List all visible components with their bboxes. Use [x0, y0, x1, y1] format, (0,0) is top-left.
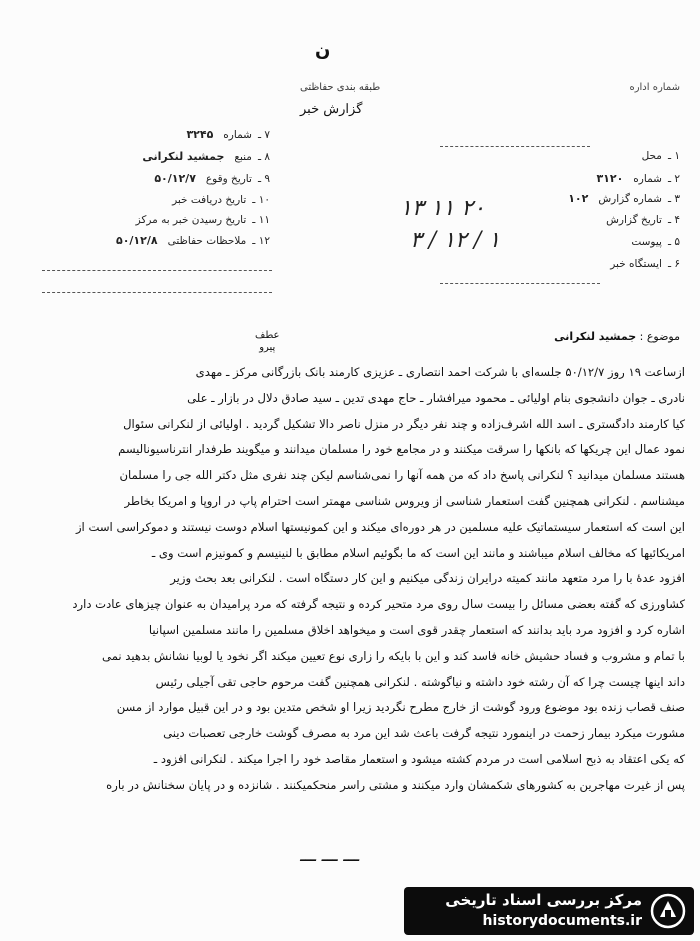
reference-line2: پیرو: [259, 342, 276, 353]
watermark-banner[interactable]: [404, 887, 694, 935]
field-number: ۸ ـ: [257, 151, 270, 163]
left-field-12: [40, 234, 270, 247]
field-label: ایستگاه خبر: [610, 258, 662, 270]
left-field-9: [40, 172, 270, 185]
reference-line1: عطف: [255, 330, 280, 341]
left-field-8: [40, 150, 270, 163]
body-line: میشناسم . لنکرانی همچنین گفت استعمار شناسی از ویروس شناسی مهمتر است احترام پاپ در اروپا و امریکا بخاطر: [124, 493, 685, 508]
subject-label: موضوع: [646, 330, 680, 343]
field-number: ۱۱ ـ: [252, 214, 270, 226]
right-field-6: [430, 258, 680, 270]
blank-line: [440, 146, 590, 147]
body-line: با تمام و مشروب و فساد حشیش خانه فاسد کند و این با بایکه را زاری نوع تعیین میکند اگر نخود یا لوبیا نشانش بدهید نمی: [102, 648, 685, 663]
body-line: نادری ـ جوان دانشجوی بنام اولیائی ـ محمود میرافشار ـ حاج مهدی تدین ـ سید صادق دلال در بازار ـ علی: [187, 390, 685, 405]
left-field-7: [40, 128, 270, 141]
field-value: ۵۰/۱۲/۸: [115, 234, 158, 247]
body-line: ازساعت ۱۹ روز ۵۰/۱۲/۷ جلسه‌ای با شرکت احمد انتصاری ـ عزیزی کارمند بانک بازرگانی مرکز ـ مهدی: [195, 365, 685, 379]
field-value: ۱۰۲: [568, 192, 589, 205]
body-line: کیا کارمند دادگستری ـ اسد الله اشرف‌زاده و چند نفر دیگر در منزل ناصر دالا تشکیل گردید . اولیائی از لنکرانی سئوال: [123, 416, 685, 431]
body-line: نمود عمال این چریکها که بانکها را سرقت میکنند و در مجامع خود را مسلمان میدانند و میگویند طرفدار انترناسیونالیسم: [118, 442, 685, 457]
field-number: ۶ ـ: [667, 258, 680, 270]
body-line: مشورت میکرد بیمار زحمت در اینمورد نتیجه گرفت باعث شد این مرد به مصرف گوشت خارجی تعصبات دینی: [163, 726, 685, 741]
body-line: صنف قصاب زنده بود موضوع ورود گوشت از خارج مطرح نگردید زیرا او شخص متدین بود و در این قبیل موارد از مسن: [116, 700, 685, 715]
watermark-url[interactable]: historydocuments.ir: [482, 913, 642, 929]
field-value: ۳۲۴۵: [186, 128, 214, 141]
archive-logo-icon: [650, 893, 686, 929]
field-number: ۲ ـ: [667, 173, 680, 185]
field-label: منبع: [234, 151, 252, 163]
right-field-2: [430, 172, 680, 185]
field-number: ۳ ـ: [667, 193, 680, 205]
report-body: [25, 360, 685, 799]
field-number: ۱۰ ـ: [252, 194, 270, 206]
watermark-title: مرکز بررسی اسناد تاریخی: [445, 891, 642, 909]
field-value: ۳۱۲۰: [596, 172, 624, 185]
blank-line: [440, 283, 600, 284]
left-field-10: [40, 194, 270, 206]
left-field-11: [40, 214, 270, 226]
field-label: ملاحظات حفاظتی: [167, 235, 247, 247]
blank-line: [42, 292, 272, 293]
field-value: جمشید لنکرانی: [142, 150, 225, 163]
body-line: امریکائیها که مخالف اسلام میباشند و مانند این است که ما بگوئیم اسلام مطابق با لنینیسم و کمونیزم است وی ـ: [151, 545, 685, 560]
body-line: که یکی اعتقاد به ذبح اسلامی است در مردم کشته میشود و استعمار مقاصد خود را اجرا میکند . لنکرانی افزود ـ: [153, 751, 685, 766]
field-number: ۱ ـ: [667, 150, 680, 162]
field-label: شماره گزارش: [598, 193, 662, 205]
handwritten-mark: ۱۳ ۱۱ ۲۰: [400, 196, 485, 221]
body-line: پس از غیرت مهاجرین به کشورهای شکمشان وارد میکنند و مشتی راسر منحکمیکنند . شانزده و در پایان سخنانش در باره: [106, 777, 685, 792]
field-number: ۷ ـ: [257, 129, 270, 141]
field-label: محل: [641, 150, 662, 162]
field-label: تاریخ رسیدن خبر به مرکز: [135, 214, 247, 226]
top-mark: ن: [315, 40, 331, 61]
field-label: تاریخ دریافت خبر: [172, 194, 247, 206]
body-line: داند اینها چیست چرا که آن رشته خود داشته و نیاگوشته . لنکرانی همچنین گفت مرحوم حاجی تقی آجیلی رئیس: [155, 674, 685, 689]
subject-value: جمشید لنکرانی: [554, 330, 637, 343]
body-line: این است که استعمار سیستماتیک علیه مسلمین در هر دوره‌ای میکند و این کمونیستها اسلام دوست نیستند و دموکراسی است از: [75, 519, 685, 534]
document-title: گزارش خبر: [300, 102, 363, 117]
field-number: ۱۲ ـ: [252, 235, 270, 247]
body-line: اشاره کرد و افزود مرد باید بدانند که استعمار چقدر قوی است و میخواهد اخلاق مسلمین را مانند مسلمین اسپانیا: [148, 622, 685, 637]
secrecy-label: طبقه بندی حفاظتی: [300, 82, 381, 93]
department-label: شماره اداره: [629, 82, 680, 93]
field-number: ۹ ـ: [257, 173, 270, 185]
subject-row: موضوع : جمشید لنکرانی: [554, 330, 680, 343]
body-line: کشاورزی که گفته بعضی مسائل را بیست سال روی مرد متحیر کرده و نتیجه گرفته که مرد پرامیدان به عنوان چیزهای عادت دارد: [72, 597, 685, 612]
field-number: ۴ ـ: [667, 214, 680, 226]
reference-label: [255, 330, 280, 354]
field-value: ۵۰/۱۲/۷: [154, 172, 196, 185]
field-label: پیوست: [631, 236, 662, 248]
body-line: افزود عدهٔ با را مرد متعهد مانند کمیته درایران زندگی میکنیم و این کار دستگاه است . لنکرانی بعد بحث وزیر: [170, 571, 685, 586]
field-number: ۵ ـ: [667, 236, 680, 248]
field-label: شماره: [633, 173, 662, 185]
body-line: هستند مسلمان میدانید ؟ لنکرانی پاسخ داد که من همه آنها را نمی‌شناسم لیکن چند نفری مثل دکتر الله جی را مسلمان: [119, 468, 685, 483]
right-field-1: [430, 150, 680, 162]
blank-line: [42, 270, 272, 271]
field-label: تاریخ وقوع: [205, 173, 252, 185]
handwritten-mark: ۳ / ۱۲ / ۱: [410, 228, 501, 253]
signature-mark: ـــ ـــ ـــ: [300, 845, 359, 866]
field-label: تاریخ گزارش: [606, 214, 662, 226]
field-label: شماره: [223, 129, 252, 141]
